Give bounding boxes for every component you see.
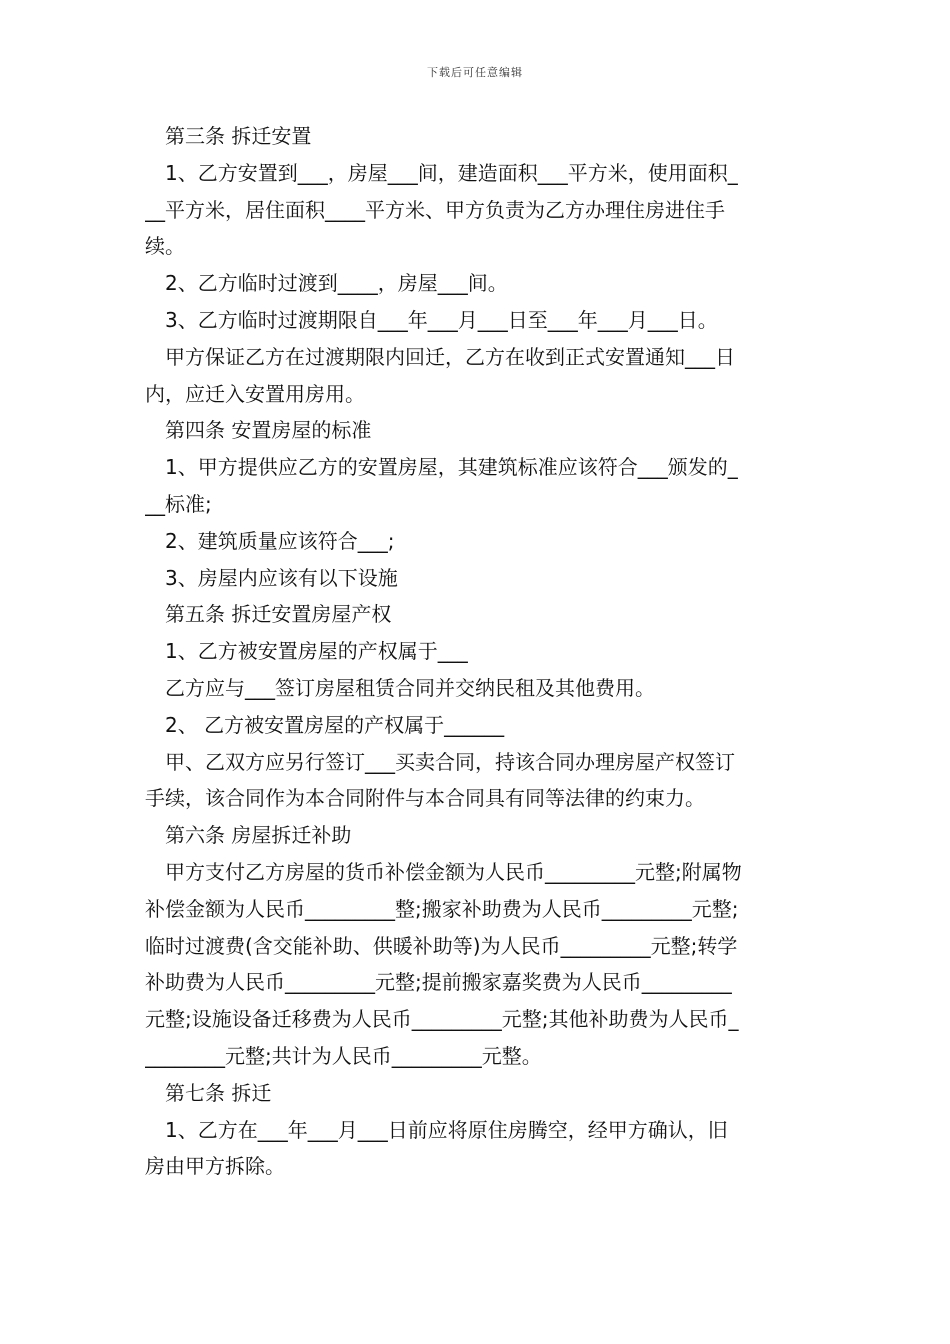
paragraph-line: 2、 乙方被安置房屋的产权属于______: [165, 712, 505, 737]
paragraph-line: 2、乙方临时过渡到____，房屋___间。: [165, 271, 508, 296]
paragraph-line: 乙方应与___签订房屋租赁合同并交纳民租及其他费用。: [165, 675, 655, 700]
section-heading-3: 第三条 拆迁安置: [165, 124, 312, 148]
section-heading-6: 第六条 房屋拆迁补助: [165, 823, 352, 848]
document-body: [145, 118, 810, 1185]
paragraph-line: 内，应迁入安置用房用。: [145, 381, 365, 406]
paragraph-line: 甲方保证乙方在过渡期限内回迁，乙方在收到正式安置通知___日: [165, 344, 735, 369]
page-header-note: 下载后可任意编辑: [427, 66, 523, 79]
paragraph-line: 2、建筑质量应该符合___;: [165, 528, 395, 553]
section-heading-7: 第七条 拆迁: [165, 1080, 272, 1105]
paragraph-line: 1、甲方提供应乙方的安置房屋，其建筑标准应该符合___颁发的_: [165, 455, 738, 480]
paragraph-line: 手续，该合同作为本合同附件与本合同具有同等法律的约束力。: [145, 786, 705, 811]
paragraph-line: 3、房屋内应该有以下设施: [165, 565, 398, 590]
paragraph-line: 甲方支付乙方房屋的货币补偿金额为人民币_________元整;附属物: [165, 859, 742, 884]
paragraph-line: 1、乙方在___年___月___日前应将原住房腾空，经甲方确认，旧: [165, 1117, 728, 1142]
paragraph-line: ________元整;共计为人民币_________元整。: [145, 1043, 542, 1068]
paragraph-line: 补偿金额为人民币_________整;搬家补助费为人民币_________元整;: [145, 896, 739, 921]
paragraph-line: __标准;: [145, 491, 212, 516]
section-heading-5: 第五条 拆迁安置房屋产权: [165, 602, 392, 627]
paragraph-line: 房由甲方拆除。: [145, 1154, 285, 1179]
paragraph-line: 续。: [145, 234, 185, 259]
paragraph-line: 临时过渡费(含交能补助、供暖补助等)为人民币_________元整;转学: [145, 933, 738, 958]
paragraph-line: __平方米，居住面积____平方米、甲方负责为乙方办理住房进住手: [145, 197, 725, 222]
paragraph-line: 元整;设施设备迁移费为人民币_________元整;其他补助费为人民币_: [145, 1007, 739, 1032]
paragraph-line: 3、乙方临时过渡期限自___年___月___日至___年___月___日。: [165, 307, 718, 332]
paragraph-line: 甲、乙双方应另行签订___买卖合同，持该合同办理房屋产权签订: [165, 749, 735, 774]
paragraph-line: 补助费为人民币_________元整;提前搬家嘉奖费为人民币_________: [145, 970, 732, 995]
paragraph-line: 1、乙方安置到___，房屋___间，建造面积___平方米，使用面积_: [165, 160, 738, 185]
paragraph-line: 1、乙方被安置房屋的产权属于___: [165, 639, 468, 664]
section-heading-4: 第四条 安置房屋的标准: [165, 418, 372, 443]
